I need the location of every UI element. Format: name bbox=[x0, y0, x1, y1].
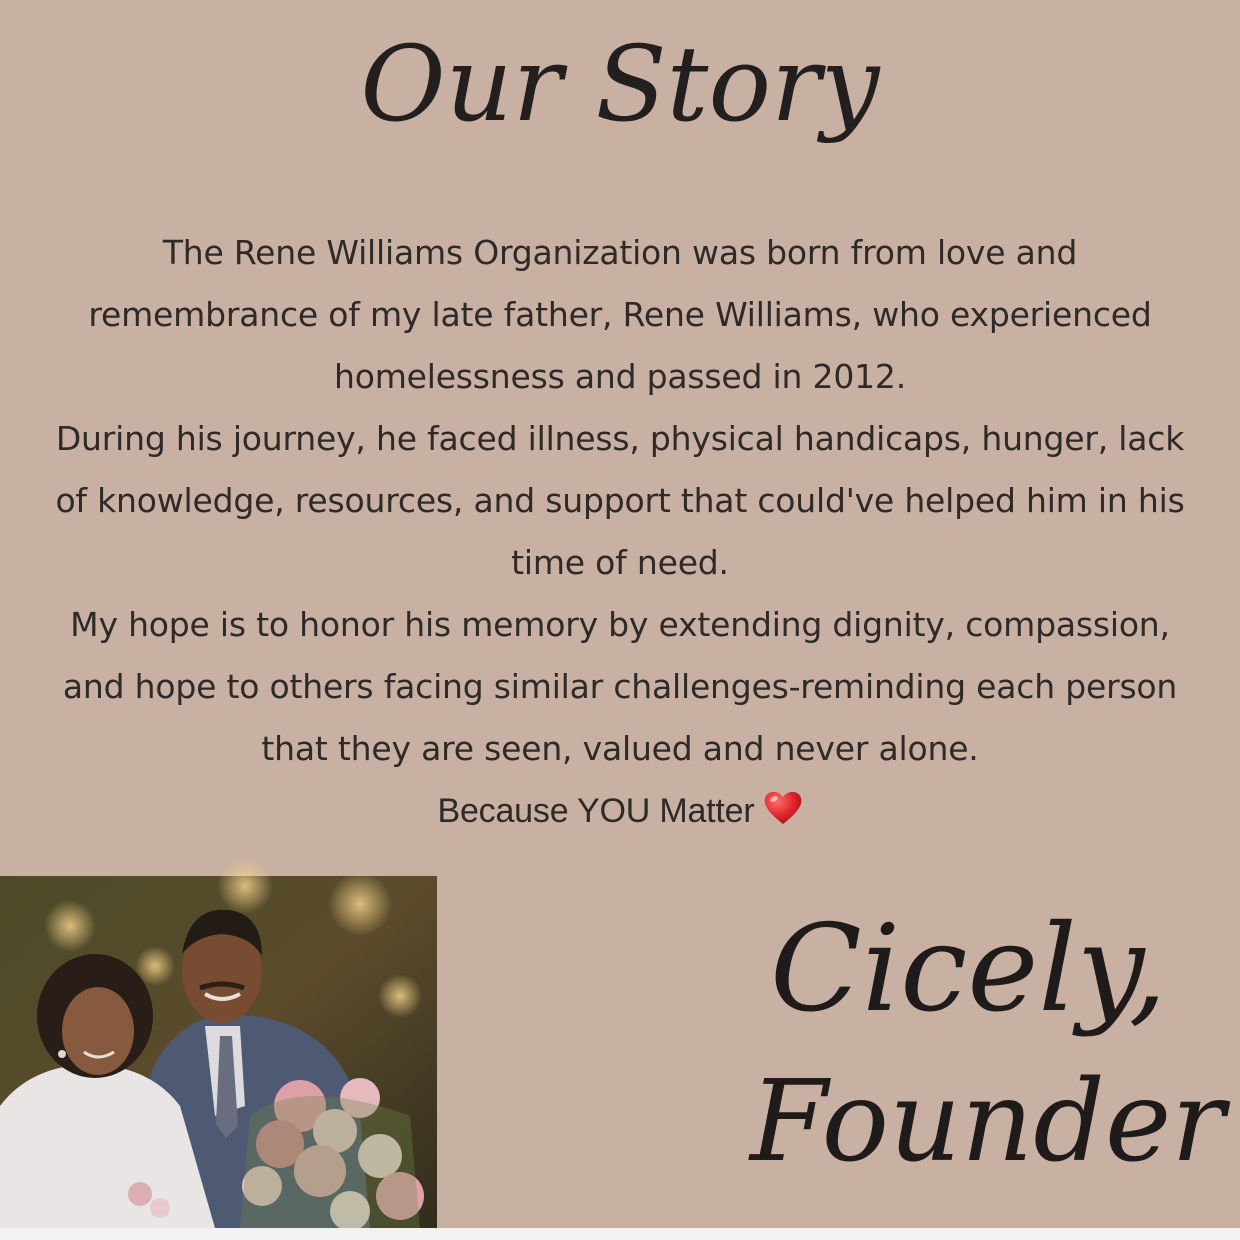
signature-role: Founder bbox=[750, 1057, 1225, 1187]
story-line: time of need. bbox=[511, 543, 729, 582]
story-line: During his journey, he faced illness, physical handicaps, hunger, lack bbox=[55, 419, 1185, 458]
story-body bbox=[0, 222, 1240, 846]
story-line: homelessness and passed in 2012. bbox=[333, 357, 907, 396]
page-title-text: Our Story bbox=[360, 23, 880, 145]
family-photo bbox=[0, 876, 437, 1228]
bottom-border bbox=[0, 1228, 1240, 1240]
story-line: The Rene Williams Organization was born from love and bbox=[162, 233, 1078, 272]
story-line: that they are seen, valued and never alone. bbox=[261, 729, 979, 768]
signature-name: Cicely, bbox=[770, 900, 1167, 1039]
red-heart-icon bbox=[763, 784, 803, 846]
story-line: and hope to others facing similar challenges-reminding each person bbox=[62, 667, 1178, 706]
story-line: My hope is to honor his memory by extending dignity, compassion, bbox=[70, 605, 1170, 644]
story-line: of knowledge, resources, and support that could've helped him in his bbox=[55, 481, 1185, 520]
page-title bbox=[0, 8, 1240, 178]
closing-text: Because YOU Matter bbox=[437, 792, 755, 830]
founder-signature bbox=[720, 860, 1225, 1220]
story-line: remembrance of my late father, Rene Williams, who experienced bbox=[88, 295, 1152, 334]
closing-line bbox=[0, 780, 1240, 846]
